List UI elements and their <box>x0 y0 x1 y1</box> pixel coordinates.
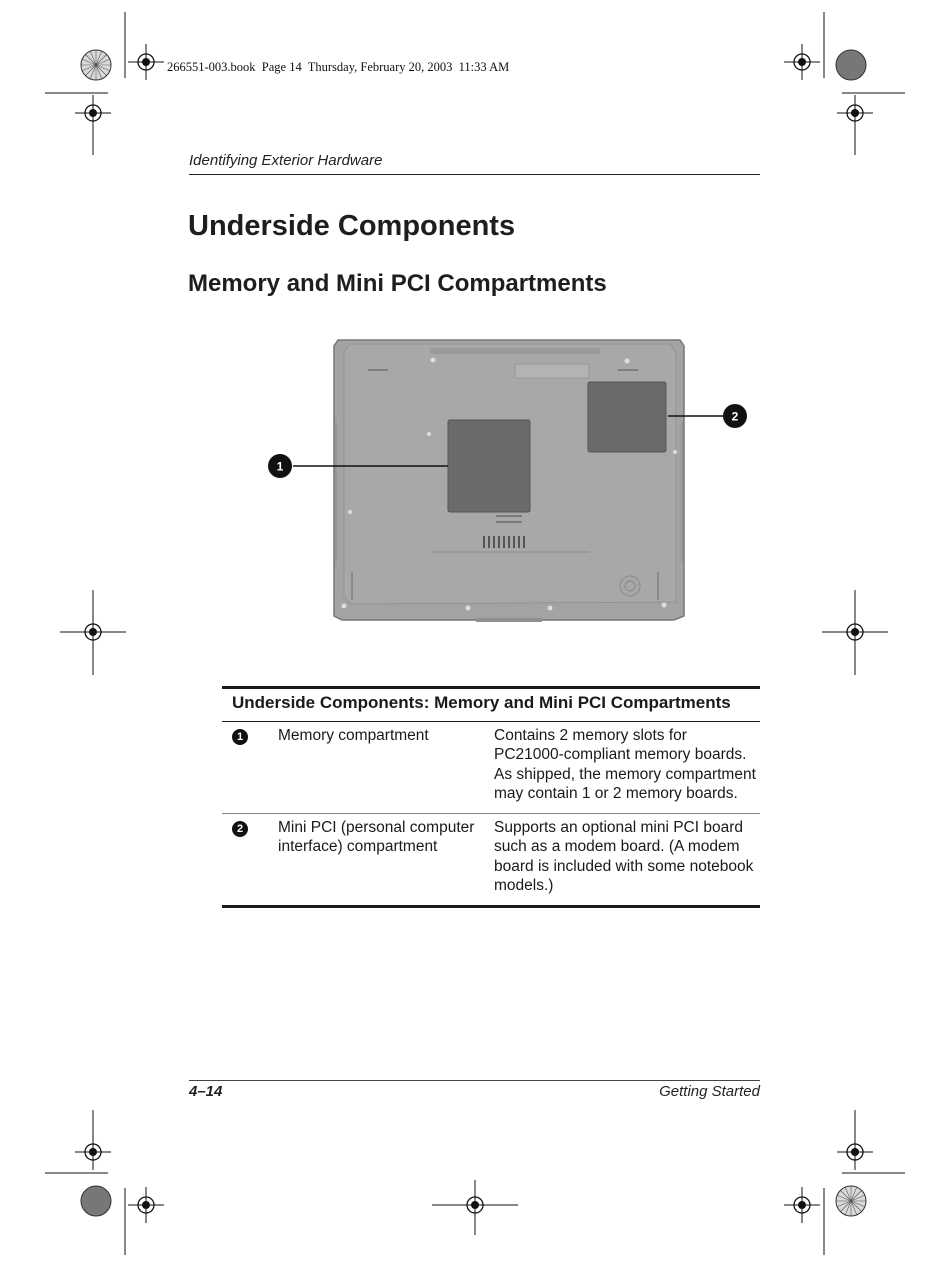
callout-1 <box>268 454 292 478</box>
book-title: Getting Started <box>659 1083 760 1100</box>
table-caption: Underside Components: Memory and Mini PCI Compartments <box>222 686 760 722</box>
memory-compartment <box>448 420 530 512</box>
component-name: Memory compartment <box>278 726 429 744</box>
subsection-title: Memory and Mini PCI Compartments <box>188 270 607 297</box>
notebook-underside-illustration <box>260 332 760 632</box>
footer-rule <box>189 1080 760 1081</box>
callout-2-label: 2 <box>731 409 739 424</box>
print-slug: 266551-003.book Page 14 Thursday, February 20, 2003 11:33 AM <box>167 60 510 74</box>
component-description: Supports an optional mini PCI board such as a modem board. (A modem board is included with some notebook models.) <box>494 813 760 906</box>
number-badge: 1 <box>232 729 248 745</box>
number-badge: 2 <box>232 821 248 837</box>
mini-pci-compartment <box>588 382 666 452</box>
component-description: Contains 2 memory slots for PC21000-compliant memory boards. As shipped, the memory compartment may contain 1 or 2 memory boards. <box>494 726 756 802</box>
component-name: Mini PCI (personal computer interface) compartment <box>278 813 494 906</box>
components-table <box>222 686 760 908</box>
running-header: Identifying Exterior Hardware <box>189 152 383 169</box>
table-row <box>222 722 760 814</box>
callout-1-label: 1 <box>276 459 284 474</box>
table-row <box>222 813 760 906</box>
section-title: Underside Components <box>188 210 516 242</box>
callout-2 <box>723 404 747 428</box>
header-rule <box>189 174 760 175</box>
page-number: 4–14 <box>189 1083 223 1100</box>
